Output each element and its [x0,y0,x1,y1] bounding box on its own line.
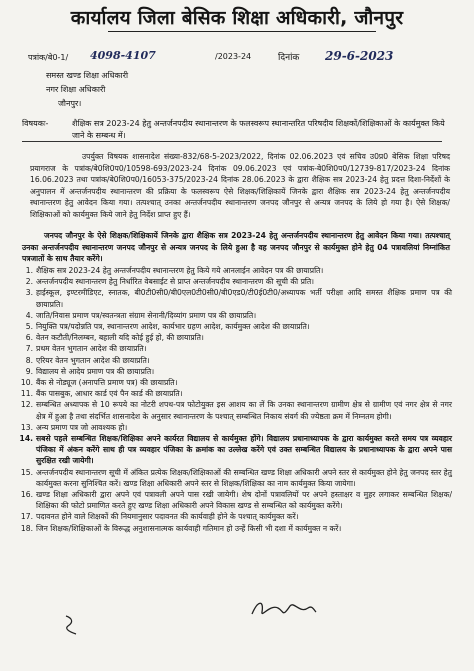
list-number: 5. [25,322,33,332]
list-text: बैंक से नोड्यूज (अनापत्ति प्रमाण पत्र) की छायाप्रति। [36,378,178,388]
list-item [16,511,452,522]
list-item [16,399,452,421]
addressee-line: नगर शिक्षा अधिकारी [46,85,106,94]
list-number: 3. [25,288,33,298]
intro-paragraph: उपर्युक्त विषयक शासनादेश संख्या-832/68-5-2023/2022, दिनांक 02.06.2023 एवं सचिव उ0प्र0 बेसिक शिक्षा परिषद प्रयागराज के पत्रांक/बे0शि0प0/10598-693/2023-24 दिनांक 09.06.2023 एवं पत्रांक-बे0शि0प0/12739-817/2023-24 दिनांक 16.06.2023 तथा पत्रांक/बे0शि0प0/16053-375/2023-24 दिनांक 28.06.2023 के द्वारा शैक्षिक सत्र 2023-24 हेतु प्रदत्त दिशा-निर्देशों के अनुपालन में अन्तर्जनपदीय स्थानान्तरण की प्रक्रिया के फलस्वरूप ऐसे शिक्षक/शिक्षिकायें जिनके द्वारा शैक्षिक सत्र 2023-24 हेतु अन्तर्जनपदीय स्थानान्तरण हेतु आवेदन किया गया। तत्पश्चात् उनका अन्तर्जनपदीय स्थानान्तरण जनपद जौनपुर से अन्यत्र जनपद के लिये हो गया है। ऐसे शिक्षक/शिक्षिकाओं को कार्यमुक्त किये जाने हेतु निर्देश प्राप्त हुए हैं। [30,152,450,219]
list-item [16,388,452,399]
list-text: सबसे पहले सम्बन्धित शिक्षक/शिक्षिका अपने कार्यरत विद्यालय से कार्यमुक्त होंगे। विद्यालय प्रधानाध्यापक के द्वारा कार्यमुक्त करते समय पत्र व्यवहार पंजिका में अंकन करेंगे साथ ही पत्र व्यवहार पंजिका के क्रमांक का उल्लेख करेंगे एवं उक्त सम्बन्धित विद्यालय के प्रधानाध्यापक के द्वारा अपने पास सुरक्षित रखी जायेगी। [36,434,452,466]
subject-divider [22,141,442,142]
office-title: कार्यालय जिला बेसिक शिक्षा अधिकारी, जौनपुर [70,7,404,29]
list-item [16,422,452,433]
list-number: 2. [25,277,33,287]
list-text: हाईस्कूल, इण्टरमीडिएट, स्नातक, बी0टी0सी0/बी0एल0टी0सी0/बी0एड0/टी0ई0टी0/अध्यापक भर्ती परीक्षा आदि समस्त शैक्षिक प्रमाण पत्र की छायाप्रति। [36,288,452,309]
list-number: 13. [20,422,33,432]
list-number: 6. [25,333,33,343]
instruction-paragraph: जनपद जौनपुर के ऐसे शिक्षक/शिक्षिकायें जिनके द्वारा शैक्षिक सत्र 2023-24 हेतु अन्तर्जनपदीय स्थानान्तरण हेतु आवेदन किया गया। तत्पश्चात् उनका अन्तर्जनपदीय स्थानान्तरण जनपद जौनपुर से अन्यत्र जनपद के लिये हुआ है वह जनपद जौनपुर से कार्यमुक्त होने हेतु 04 पत्रावलियां निम्नांकित पत्रजातों के साथ तैयार करेंगे। [22,231,450,263]
list-number: 11. [20,389,33,399]
addressee-line: जौनपुर। [58,99,82,108]
list-number: 8. [25,355,33,365]
officer-signature [248,596,318,622]
list-item [16,377,452,388]
list-text: अन्तर्जनपदीय स्थानान्तरण सूची में अंकित प्रत्येक शिक्षक/शिक्षिकाओं की सम्बन्धित खण्ड शिक्षा अधिकारी अपने स्तर से कार्यमुक्त होने हेतु जनपद स्तर हेतु कार्यमुक्त करना सुनिश्चित करें। खण्ड शिक्षा अधिकारी अपने स्तर से शिक्षक/शिक्षिका का नाम कार्यमुक्त किया जायेगा। [36,467,452,488]
title-underline [108,31,376,32]
subject-text: शैक्षिक सत्र 2023-24 हेतु अन्तर्जनपदीय स्थानान्तरण के फलस्वरूप स्थानान्तरित परिषदीय शिक्षकों/शिक्षिकाओं के कार्यमुक्त किये जाने के सम्बन्ध में। [72,119,445,140]
list-item [16,489,452,511]
date-label: दिनांक [278,53,300,63]
list-text: प्रथम वेतन भुगतान आदेश की छायाप्रति। [36,344,147,354]
list-item [16,343,452,354]
list-text: एरियर वेतन भुगतान आदेश की छायाप्रति। [36,355,150,365]
list-text: शैक्षिक सत्र 2023-24 हेतु अन्तर्जनपदीय स्थानान्तरण हेतु किये गये आनलाईन आवेदन पत्र की छायाप्रति। [36,266,324,275]
list-text: वेतन कटौती/निलम्बन, बहाली यदि कोई हुई हो, की छायाप्रति। [36,333,204,343]
subject-label: विषयकः- [22,119,49,128]
list-number: 15. [20,467,33,477]
list-item [16,332,452,343]
list-number: 14. [19,434,33,444]
list-number: 4. [25,310,33,320]
list-text: खण्ड शिक्षा अधिकारी द्वारा अपने एवं पत्रावली अपने पास रखी जायेगी। शेष दोनों पत्रावलियों पर अपने हस्ताक्षर व मुहर लगाकर सम्बन्धित शिक्षक/शिक्षिका की फोटो प्रमाणित करते हुए खण्ड शिक्षा अधिकारी अपने विकास खण्ड से सम्बन्धित को कार्यमुक्त करेंगे। [36,490,452,511]
initial-mark [60,612,82,638]
addressee-line: समस्त खण्ड शिक्षा अधिकारी [46,71,129,80]
list-number: 10. [20,378,33,388]
reference-year: /2023-24 [215,52,252,61]
list-number: 18. [20,523,33,533]
list-item [16,467,452,489]
reference-number: 4098-4107 [90,49,156,62]
reference-prefix: पत्रांक/बे0-1/ [28,53,69,62]
list-item [16,287,452,309]
list-number: 16. [20,490,33,500]
list-item [16,265,452,276]
list-item [16,310,452,321]
list-number: 9. [25,366,33,376]
list-item [16,321,452,332]
list-item [16,276,452,287]
list-text: जिन शिक्षक/शिक्षिकाओं के विरूद्ध अनुशासनात्मक कार्यवाही गतिमान हो उन्हें किसी भी दशा में कार्यमुक्त न करें। [36,523,342,533]
list-number: 7. [25,344,33,354]
letter-date: 29-6-2023 [325,49,394,63]
list-item [16,355,452,366]
document-checklist [16,265,452,534]
list-text: विद्यालय से आदेय प्रमाण पत्र की छायाप्रति। [36,366,155,376]
list-item [16,433,452,467]
list-text: बैंक पासबुक, आधार कार्ड एवं पैन कार्ड की छायाप्रति। [36,389,183,399]
list-text: पदावनत होने वाले शिक्षकों की नियमानुसार पदावनत की कार्यवाही होने के पश्चात् कार्यमुक्त करें। [36,512,299,522]
list-number: 1. [25,266,33,275]
list-text: सम्बन्धित अध्यापक से 10 रूपये का नोटरी शपथ-पत्र फोटोयुक्त इस आशय का लें कि उनका स्थानान्तरण ग्रामीण क्षेत्र से ग्रामीण एवं नगर क्षेत्र से नगर क्षेत्र में हुआ है तथा संदर्भित शासनादेश के अनुसार स्थानान्तरण के पश्चात् सम्बन्धित निकाय संवर्ग की ज्येष्ठता क्रम में निम्नतम होगी। [36,400,452,421]
list-text: अन्य प्रमाण पत्र जो आवश्यक हो। [36,422,128,432]
list-text: जाति/निवास प्रमाण पत्र/स्वतन्त्रता संग्राम सेनानी/दिव्यांग प्रमाण पत्र की छायाप्रति। [36,310,257,320]
list-text: अन्तर्जनपदीय स्थानान्तरण हेतु निर्धारित वेबसाईट से प्राप्त अन्तर्जनपदीय स्थानान्तरण की सूची की प्रति। [36,277,315,287]
list-number: 17. [20,512,33,522]
list-item [16,366,452,377]
list-number: 12. [20,400,33,410]
list-item [16,523,452,534]
list-text: नियुक्ति पत्र/पदोन्नति पत्र, स्थानान्तरण आदेश, कार्यभार ग्रहण आदेश, कार्यमुक्त आदेश की छायाप्रति। [36,322,310,332]
